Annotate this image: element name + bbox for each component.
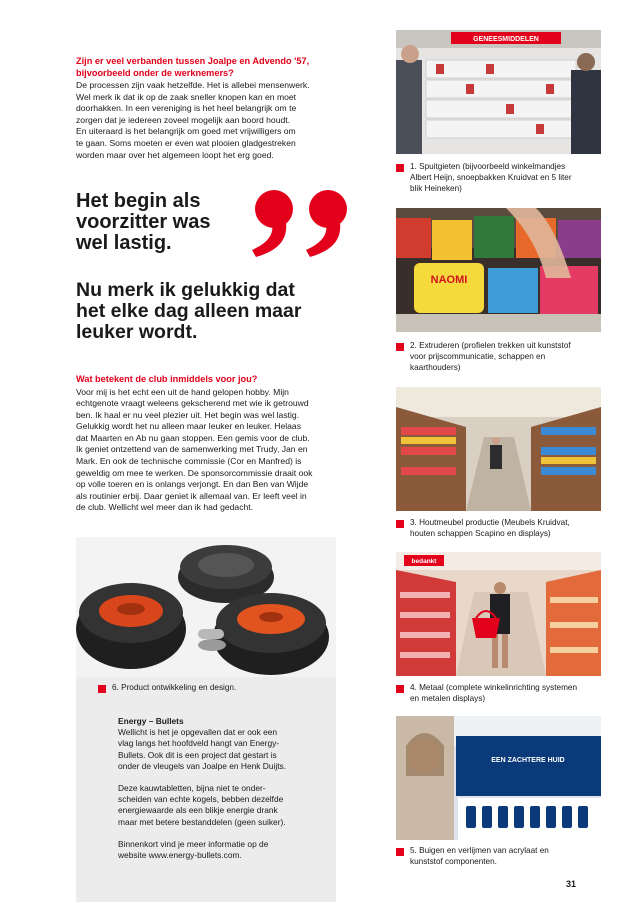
caption-line: Albert Heijn, snoepbakken Kruidvat en 5 liter xyxy=(410,172,572,182)
product-photo-caps xyxy=(76,537,336,677)
club-question: Wat betekent de club inmiddels voor jou? xyxy=(76,374,258,384)
club-body xyxy=(76,387,351,515)
pullquote-line: het elke dag alleen maar xyxy=(76,300,302,322)
club-line: Mark. En ook de technische commissie (Cor en Manfred) is xyxy=(76,456,302,467)
caption-6 xyxy=(98,683,342,694)
caption-bullet-icon xyxy=(396,164,404,172)
intro-question: Zijn er veel verbanden tussen Joalpe en Advendo '57, bijvoorbeeld onder de werknemers? xyxy=(76,56,310,78)
club-line: dat Maarten en Ab nu gaan stoppen. Een gemis voor de club. xyxy=(76,432,310,443)
photo-injection-molding xyxy=(396,30,601,154)
club-line: Gelukkig wordt het nu alleen maar leuker en leuker. Helaas xyxy=(76,421,301,432)
caption-line: 1. Spuitgieten (bijvoorbeeld winkelmandjes xyxy=(410,162,566,171)
club-line: de club. Wellicht wel meer dan ik had gedacht. xyxy=(76,502,254,513)
caption-line: en metalen displays) xyxy=(410,693,486,703)
intro-line: zorgen dat je iedereen zoveel mogelijk aan boord houdt. xyxy=(76,114,291,125)
club-line: echtgenote vraagt weleens gekscherend met wie ik getrouwd xyxy=(76,398,309,409)
energy-bullets-text xyxy=(118,716,328,861)
intro-line: worden maar over het algemeen loopt het erg goed. xyxy=(76,149,274,160)
intro-body xyxy=(76,80,346,161)
caption-5 xyxy=(396,846,615,868)
box-line: onder de vleugels van Joalpe en Henk Duijts. xyxy=(118,760,287,771)
box-line: maar met betere bestanddelen (geen suiker). xyxy=(118,816,286,827)
caption-line: blik Heineken) xyxy=(410,183,462,193)
box-line: Wellicht is het je opgevallen dat er ook een xyxy=(118,727,278,738)
caption-line: kaarthouders) xyxy=(410,362,461,372)
box-line: vlag langs het hoofdveld hangt van Energy- xyxy=(118,738,280,749)
pullquote-line: leuker wordt. xyxy=(76,321,198,343)
caption-1 xyxy=(396,162,615,194)
photo-extrusion xyxy=(396,208,601,332)
photo-metal xyxy=(396,552,601,676)
pullquote-part1 xyxy=(76,191,210,254)
caption-bullet-icon xyxy=(98,685,106,693)
photo4-sign: bedankt xyxy=(411,558,437,565)
intro-line: doorhakken. In een vereniging is het heel belangrijk om te xyxy=(76,103,297,114)
caption-line: 2. Extruderen (profielen trekken uit kunststof xyxy=(410,341,571,350)
caption-line: voor prijscommunicatie, schappen en xyxy=(410,351,546,361)
intro-line: Wel merk ik dat ik op de zaak sneller knopen kan en moet xyxy=(76,91,297,102)
caption-line: 5. Buigen en verlijmen van acrylaat en xyxy=(410,846,549,855)
photo-acrylic xyxy=(396,716,601,840)
intro-line: te gaan. Soms moeten er even wat plooien gladgestreken xyxy=(76,137,296,148)
box-line: energiewaarde als een blikje energie drank xyxy=(118,805,278,816)
box-line: Deze kauwtabletten, bijna niet te onder- xyxy=(118,783,266,794)
photo1-sign: GENEESMIDDELEN xyxy=(473,36,539,43)
pullquote-part2 xyxy=(76,280,301,343)
photo-wood-furniture xyxy=(396,387,601,511)
caption-bullet-icon xyxy=(396,343,404,351)
caption-bullet-icon xyxy=(396,520,404,528)
caption-2 xyxy=(396,341,615,373)
box-line: scheiden van echte kogels, bebben dezelfde xyxy=(118,794,284,805)
intro-line: De processen zijn vaak hetzelfde. Het is allebei mensenwerk. xyxy=(76,80,310,90)
energy-bullets-heading: Energy – Bullets xyxy=(118,716,184,726)
box-line: Binnenkort vind je meer informatie op de xyxy=(118,838,269,849)
club-line: als routinier erbij. Daar geniet ik allemaal van. Er leeft veel in xyxy=(76,490,307,501)
club-line: Voor mij is het echt een uit de hand gelopen hobby. Mijn xyxy=(76,386,289,397)
club-line: op volle toeren en is onlangs verjongt. En dan Ben van Wijde xyxy=(76,479,309,490)
intro-section xyxy=(76,56,346,161)
caption-bullet-icon xyxy=(396,685,404,693)
caption-line: 4. Metaal (complete winkelinrichting systemen xyxy=(410,683,578,692)
photo5-sign: EEN ZACHTERE HUID xyxy=(491,757,565,764)
photo2-bag-text: NAOMI xyxy=(430,274,468,286)
caption-line: houten schappen Scapino en displays) xyxy=(410,528,551,538)
caption-line: 3. Houtmeubel productie (Meubels Kruidvat, xyxy=(410,518,570,527)
box-line: Bullets. Ook dit is een project dat gestart is xyxy=(118,749,277,760)
pullquote-line: voorzitter was xyxy=(76,211,211,233)
club-line: Ik geniet ontzettend van de samenwerking met Trudy, Jan en xyxy=(76,444,308,455)
caption-4 xyxy=(396,683,615,705)
club-line: ben. Ik haal er nu veel plezier uit. Het begin was wel lastig. xyxy=(76,409,300,420)
club-line: geweldig om mee te werken. De sponsorcommissie draait ook xyxy=(76,467,313,478)
intro-line: En uiteraard is het belangrijk om goed met vrijwilligers om xyxy=(76,126,296,137)
quote-marks-icon xyxy=(252,186,362,258)
caption-line: kunststof componenten. xyxy=(410,856,497,866)
pullquote-line: wel lastig. xyxy=(76,232,172,254)
page-number: 31 xyxy=(566,879,577,889)
pullquote-line: Nu merk ik gelukkig dat xyxy=(76,279,295,301)
caption-3 xyxy=(396,518,615,540)
pullquote-line: Het begin als xyxy=(76,190,201,212)
box-line: website www.energy-bullets.com. xyxy=(118,850,242,861)
club-section xyxy=(76,374,351,514)
caption-bullet-icon xyxy=(396,848,404,856)
caption-text: 6. Product ontwikkeling en design. xyxy=(112,683,237,692)
